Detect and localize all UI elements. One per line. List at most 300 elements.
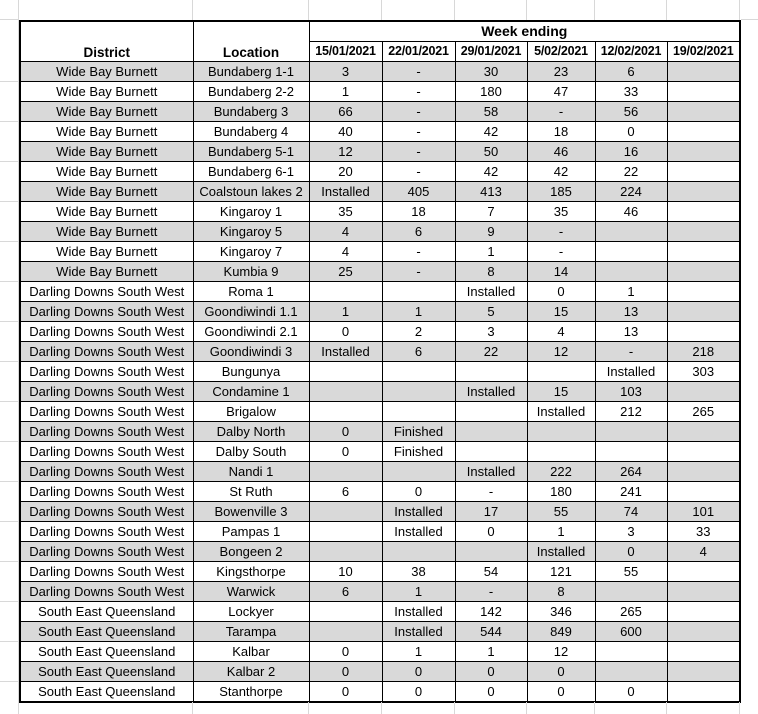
district-cell[interactable]: Darling Downs South West — [20, 422, 193, 442]
value-cell[interactable]: 264 — [595, 462, 667, 482]
value-cell[interactable]: 1 — [382, 302, 455, 322]
value-cell[interactable]: 103 — [595, 382, 667, 402]
value-cell[interactable]: 180 — [527, 482, 595, 502]
value-cell[interactable]: 0 — [382, 662, 455, 682]
value-cell[interactable]: - — [527, 102, 595, 122]
value-cell[interactable]: - — [382, 102, 455, 122]
value-cell[interactable] — [309, 502, 382, 522]
location-cell[interactable]: Dalby South — [193, 442, 309, 462]
location-cell[interactable]: Brigalow — [193, 402, 309, 422]
value-cell[interactable]: 13 — [595, 322, 667, 342]
value-cell[interactable] — [667, 142, 740, 162]
location-cell[interactable]: Pampas 1 — [193, 522, 309, 542]
value-cell[interactable]: 23 — [527, 62, 595, 82]
value-cell[interactable]: 14 — [527, 262, 595, 282]
value-cell[interactable]: 58 — [455, 102, 527, 122]
value-cell[interactable]: 1 — [309, 82, 382, 102]
value-cell[interactable]: 8 — [527, 582, 595, 602]
value-cell[interactable]: 142 — [455, 602, 527, 622]
value-cell[interactable]: 22 — [455, 342, 527, 362]
value-cell[interactable] — [667, 262, 740, 282]
value-cell[interactable] — [455, 402, 527, 422]
value-cell[interactable]: - — [382, 122, 455, 142]
value-cell[interactable]: Installed — [455, 462, 527, 482]
value-cell[interactable] — [667, 622, 740, 642]
district-cell[interactable]: Darling Downs South West — [20, 322, 193, 342]
sheet-gridline — [739, 702, 740, 714]
date-header[interactable]: 12/02/2021 — [595, 42, 667, 62]
value-cell[interactable] — [667, 582, 740, 602]
week-ending-header[interactable]: Week ending — [309, 21, 740, 42]
value-cell[interactable]: - — [595, 342, 667, 362]
value-cell[interactable] — [667, 102, 740, 122]
district-cell[interactable]: Darling Downs South West — [20, 282, 193, 302]
location-cell[interactable]: Goondiwindi 3 — [193, 342, 309, 362]
value-cell[interactable] — [667, 602, 740, 622]
location-cell[interactable]: Kumbia 9 — [193, 262, 309, 282]
location-cell[interactable]: Kingaroy 1 — [193, 202, 309, 222]
value-cell[interactable]: 265 — [595, 602, 667, 622]
value-cell[interactable]: 33 — [595, 82, 667, 102]
date-header[interactable]: 29/01/2021 — [455, 42, 527, 62]
value-cell[interactable]: 0 — [309, 422, 382, 442]
sheet-gridline — [381, 702, 382, 714]
value-cell[interactable]: 42 — [455, 122, 527, 142]
value-cell[interactable]: 38 — [382, 562, 455, 582]
value-cell[interactable] — [382, 462, 455, 482]
table-row — [20, 362, 740, 382]
sheet-gridline — [0, 201, 18, 202]
table-row — [20, 542, 740, 562]
value-cell[interactable]: 46 — [595, 202, 667, 222]
table-row — [20, 682, 740, 703]
value-cell[interactable]: 42 — [527, 162, 595, 182]
value-cell[interactable]: Finished — [382, 442, 455, 462]
location-header[interactable]: Location — [193, 21, 309, 62]
table-row — [20, 262, 740, 282]
value-cell[interactable]: 0 — [595, 122, 667, 142]
sheet-gridline — [0, 401, 18, 402]
location-cell[interactable]: Kingaroy 5 — [193, 222, 309, 242]
value-cell[interactable]: Finished — [382, 422, 455, 442]
value-cell[interactable]: - — [527, 222, 595, 242]
district-cell[interactable]: Wide Bay Burnett — [20, 182, 193, 202]
value-cell[interactable]: 40 — [309, 122, 382, 142]
value-cell[interactable]: 405 — [382, 182, 455, 202]
location-cell[interactable]: Bundaberg 1-1 — [193, 62, 309, 82]
location-cell[interactable]: Stanthorpe — [193, 682, 309, 703]
value-cell[interactable] — [309, 602, 382, 622]
value-cell[interactable]: 30 — [455, 62, 527, 82]
value-cell[interactable] — [309, 282, 382, 302]
value-cell[interactable]: 0 — [455, 522, 527, 542]
value-cell[interactable]: 12 — [309, 142, 382, 162]
district-cell[interactable]: Wide Bay Burnett — [20, 82, 193, 102]
value-cell[interactable]: 35 — [309, 202, 382, 222]
value-cell[interactable]: 47 — [527, 82, 595, 102]
value-cell[interactable]: 6 — [382, 222, 455, 242]
sheet-gridline — [666, 0, 667, 20]
value-cell[interactable] — [667, 642, 740, 662]
table-row — [20, 102, 740, 122]
district-cell[interactable]: Darling Downs South West — [20, 382, 193, 402]
district-cell[interactable]: South East Queensland — [20, 642, 193, 662]
value-cell[interactable] — [595, 242, 667, 262]
value-cell[interactable] — [595, 262, 667, 282]
table-row — [20, 62, 740, 82]
location-cell[interactable]: Warwick — [193, 582, 309, 602]
value-cell[interactable] — [667, 62, 740, 82]
table-row — [20, 562, 740, 582]
location-cell[interactable]: Kalbar — [193, 642, 309, 662]
value-cell[interactable] — [667, 242, 740, 262]
value-cell[interactable] — [595, 442, 667, 462]
district-cell[interactable]: Wide Bay Burnett — [20, 142, 193, 162]
district-cell[interactable]: Wide Bay Burnett — [20, 202, 193, 222]
value-cell[interactable] — [595, 222, 667, 242]
value-cell[interactable]: - — [382, 242, 455, 262]
table-row — [20, 162, 740, 182]
value-cell[interactable] — [667, 162, 740, 182]
value-cell[interactable] — [667, 182, 740, 202]
table-row — [20, 502, 740, 522]
value-cell[interactable] — [455, 362, 527, 382]
value-cell[interactable]: 6 — [309, 482, 382, 502]
table-row — [20, 462, 740, 482]
table-row — [20, 382, 740, 402]
value-cell[interactable]: 1 — [527, 522, 595, 542]
table-row — [20, 622, 740, 642]
value-cell[interactable]: 303 — [667, 362, 740, 382]
value-cell[interactable] — [667, 282, 740, 302]
value-cell[interactable]: 0 — [527, 282, 595, 302]
value-cell[interactable]: 50 — [455, 142, 527, 162]
value-cell[interactable]: 8 — [455, 262, 527, 282]
value-cell[interactable]: 2 — [382, 322, 455, 342]
district-cell[interactable]: Darling Downs South West — [20, 482, 193, 502]
value-cell[interactable] — [455, 542, 527, 562]
value-cell[interactable]: 0 — [455, 682, 527, 703]
district-cell[interactable]: Darling Downs South West — [20, 522, 193, 542]
value-cell[interactable]: 218 — [667, 342, 740, 362]
table-row — [20, 522, 740, 542]
value-cell[interactable]: 0 — [309, 662, 382, 682]
value-cell[interactable] — [309, 522, 382, 542]
location-cell[interactable]: Roma 1 — [193, 282, 309, 302]
district-cell[interactable]: Wide Bay Burnett — [20, 122, 193, 142]
table-row — [20, 642, 740, 662]
value-cell[interactable]: - — [382, 162, 455, 182]
value-cell[interactable] — [667, 222, 740, 242]
value-cell[interactable] — [667, 462, 740, 482]
value-cell[interactable] — [667, 662, 740, 682]
value-cell[interactable]: 241 — [595, 482, 667, 502]
value-cell[interactable]: 3 — [595, 522, 667, 542]
value-cell[interactable]: 1 — [455, 642, 527, 662]
district-cell[interactable]: Darling Downs South West — [20, 542, 193, 562]
value-cell[interactable]: 55 — [527, 502, 595, 522]
value-cell[interactable]: Installed — [382, 622, 455, 642]
location-cell[interactable]: Kingsthorpe — [193, 562, 309, 582]
value-cell[interactable] — [527, 422, 595, 442]
district-cell[interactable]: Wide Bay Burnett — [20, 62, 193, 82]
value-cell[interactable]: 22 — [595, 162, 667, 182]
value-cell[interactable] — [309, 542, 382, 562]
value-cell[interactable]: - — [382, 82, 455, 102]
value-cell[interactable] — [667, 302, 740, 322]
district-header[interactable]: District — [20, 21, 193, 62]
value-cell[interactable]: Installed — [527, 542, 595, 562]
value-cell[interactable] — [667, 322, 740, 342]
value-cell[interactable]: Installed — [527, 402, 595, 422]
value-cell[interactable]: 15 — [527, 382, 595, 402]
district-cell[interactable]: Darling Downs South West — [20, 362, 193, 382]
value-cell[interactable]: Installed — [382, 502, 455, 522]
value-cell[interactable]: - — [382, 142, 455, 162]
value-cell[interactable]: 265 — [667, 402, 740, 422]
date-header[interactable]: 5/02/2021 — [527, 42, 595, 62]
sheet-gridline — [454, 0, 455, 20]
date-header[interactable]: 15/01/2021 — [309, 42, 382, 62]
district-cell[interactable]: South East Queensland — [20, 622, 193, 642]
value-cell[interactable]: 18 — [382, 202, 455, 222]
value-cell[interactable] — [667, 562, 740, 582]
sheet-gridline — [0, 81, 18, 82]
value-cell[interactable]: 3 — [455, 322, 527, 342]
value-cell[interactable]: 1 — [309, 302, 382, 322]
value-cell[interactable]: 6 — [309, 582, 382, 602]
table-row — [20, 322, 740, 342]
value-cell[interactable] — [667, 122, 740, 142]
value-cell[interactable] — [527, 362, 595, 382]
value-cell[interactable] — [309, 622, 382, 642]
location-cell[interactable]: Condamine 1 — [193, 382, 309, 402]
location-cell[interactable]: St Ruth — [193, 482, 309, 502]
location-cell[interactable]: Coalstoun lakes 2 — [193, 182, 309, 202]
district-cell[interactable]: Wide Bay Burnett — [20, 162, 193, 182]
value-cell[interactable]: - — [527, 242, 595, 262]
value-cell[interactable]: 0 — [382, 682, 455, 703]
location-cell[interactable]: Bongeen 2 — [193, 542, 309, 562]
value-cell[interactable] — [667, 422, 740, 442]
value-cell[interactable]: 74 — [595, 502, 667, 522]
value-cell[interactable]: Installed — [382, 522, 455, 542]
value-cell[interactable]: 6 — [595, 62, 667, 82]
location-cell[interactable]: Bungunya — [193, 362, 309, 382]
value-cell[interactable]: 54 — [455, 562, 527, 582]
value-cell[interactable]: 1 — [595, 282, 667, 302]
value-cell[interactable]: - — [382, 62, 455, 82]
location-cell[interactable]: Bundaberg 3 — [193, 102, 309, 122]
value-cell[interactable]: 33 — [667, 522, 740, 542]
value-cell[interactable] — [667, 82, 740, 102]
location-cell[interactable]: Goondiwindi 2.1 — [193, 322, 309, 342]
value-cell[interactable]: 849 — [527, 622, 595, 642]
value-cell[interactable] — [309, 362, 382, 382]
value-cell[interactable]: 35 — [527, 202, 595, 222]
sheet-gridline — [192, 0, 193, 20]
value-cell[interactable] — [382, 542, 455, 562]
table-row — [20, 202, 740, 222]
value-cell[interactable]: 4 — [309, 222, 382, 242]
value-cell[interactable]: 0 — [382, 482, 455, 502]
sheet-gridline — [526, 0, 527, 20]
district-cell[interactable]: Darling Downs South West — [20, 582, 193, 602]
value-cell[interactable]: 42 — [455, 162, 527, 182]
value-cell[interactable] — [667, 682, 740, 703]
value-cell[interactable]: 101 — [667, 502, 740, 522]
value-cell[interactable]: 6 — [382, 342, 455, 362]
value-cell[interactable]: 66 — [309, 102, 382, 122]
value-cell[interactable] — [382, 362, 455, 382]
district-cell[interactable]: Wide Bay Burnett — [20, 262, 193, 282]
value-cell[interactable]: 1 — [455, 242, 527, 262]
value-cell[interactable]: 4 — [527, 322, 595, 342]
value-cell[interactable]: 9 — [455, 222, 527, 242]
value-cell[interactable] — [667, 442, 740, 462]
district-cell[interactable]: Darling Downs South West — [20, 402, 193, 422]
value-cell[interactable]: Installed — [309, 342, 382, 362]
sheet-gridline — [0, 241, 18, 242]
location-cell[interactable]: Tarampa — [193, 622, 309, 642]
value-cell[interactable]: - — [382, 262, 455, 282]
value-cell[interactable]: 0 — [309, 642, 382, 662]
value-cell[interactable] — [309, 382, 382, 402]
district-cell[interactable]: South East Queensland — [20, 682, 193, 703]
district-cell[interactable]: Darling Downs South West — [20, 462, 193, 482]
district-cell[interactable]: Wide Bay Burnett — [20, 242, 193, 262]
value-cell[interactable]: 413 — [455, 182, 527, 202]
table-body — [20, 62, 740, 703]
location-cell[interactable]: Bundaberg 2-2 — [193, 82, 309, 102]
value-cell[interactable] — [595, 642, 667, 662]
value-cell[interactable] — [527, 442, 595, 462]
value-cell[interactable]: Installed — [595, 362, 667, 382]
value-cell[interactable]: 16 — [595, 142, 667, 162]
value-cell[interactable]: 4 — [667, 542, 740, 562]
value-cell[interactable]: 13 — [595, 302, 667, 322]
value-cell[interactable]: 0 — [309, 322, 382, 342]
value-cell[interactable]: 56 — [595, 102, 667, 122]
value-cell[interactable]: Installed — [382, 602, 455, 622]
value-cell[interactable] — [382, 282, 455, 302]
value-cell[interactable]: 15 — [527, 302, 595, 322]
value-cell[interactable]: 0 — [527, 682, 595, 703]
district-cell[interactable]: Darling Downs South West — [20, 302, 193, 322]
value-cell[interactable] — [667, 482, 740, 502]
value-cell[interactable]: 46 — [527, 142, 595, 162]
value-cell[interactable]: 0 — [595, 682, 667, 703]
value-cell[interactable] — [455, 422, 527, 442]
location-cell[interactable]: Kalbar 2 — [193, 662, 309, 682]
location-cell[interactable]: Kingaroy 7 — [193, 242, 309, 262]
value-cell[interactable] — [595, 662, 667, 682]
location-cell[interactable]: Bundaberg 4 — [193, 122, 309, 142]
value-cell[interactable]: 0 — [309, 442, 382, 462]
district-cell[interactable]: South East Queensland — [20, 602, 193, 622]
district-cell[interactable]: Darling Downs South West — [20, 562, 193, 582]
value-cell[interactable]: 0 — [455, 662, 527, 682]
value-cell[interactable] — [455, 442, 527, 462]
value-cell[interactable]: Installed — [455, 282, 527, 302]
value-cell[interactable] — [667, 202, 740, 222]
table-row — [20, 342, 740, 362]
location-cell[interactable]: Bowenville 3 — [193, 502, 309, 522]
value-cell[interactable]: 544 — [455, 622, 527, 642]
value-cell[interactable]: Installed — [455, 382, 527, 402]
value-cell[interactable]: 25 — [309, 262, 382, 282]
table-row — [20, 122, 740, 142]
value-cell[interactable]: 5 — [455, 302, 527, 322]
value-cell[interactable] — [667, 382, 740, 402]
location-cell[interactable]: Bundaberg 6-1 — [193, 162, 309, 182]
value-cell[interactable] — [382, 402, 455, 422]
district-cell[interactable]: Wide Bay Burnett — [20, 102, 193, 122]
value-cell[interactable] — [595, 422, 667, 442]
value-cell[interactable]: 12 — [527, 342, 595, 362]
value-cell[interactable]: - — [455, 582, 527, 602]
sheet-gridline — [0, 521, 18, 522]
value-cell[interactable]: 212 — [595, 402, 667, 422]
value-cell[interactable]: 0 — [309, 682, 382, 703]
value-cell[interactable] — [309, 402, 382, 422]
district-cell[interactable]: Darling Downs South West — [20, 502, 193, 522]
value-cell[interactable]: 600 — [595, 622, 667, 642]
date-header[interactable]: 19/02/2021 — [667, 42, 740, 62]
value-cell[interactable]: 0 — [595, 542, 667, 562]
value-cell[interactable]: 10 — [309, 562, 382, 582]
location-cell[interactable]: Bundaberg 5-1 — [193, 142, 309, 162]
location-cell[interactable]: Nandi 1 — [193, 462, 309, 482]
date-header[interactable]: 22/01/2021 — [382, 42, 455, 62]
district-cell[interactable]: Darling Downs South West — [20, 442, 193, 462]
sheet-gridline — [0, 481, 18, 482]
value-cell[interactable] — [309, 462, 382, 482]
value-cell[interactable]: 12 — [527, 642, 595, 662]
value-cell[interactable]: 180 — [455, 82, 527, 102]
location-cell[interactable]: Dalby North — [193, 422, 309, 442]
sheet-gridline — [594, 702, 595, 714]
table-row — [20, 302, 740, 322]
value-cell[interactable]: 55 — [595, 562, 667, 582]
location-cell[interactable]: Lockyer — [193, 602, 309, 622]
value-cell[interactable]: 121 — [527, 562, 595, 582]
district-cell[interactable]: Wide Bay Burnett — [20, 222, 193, 242]
district-cell[interactable]: South East Queensland — [20, 662, 193, 682]
value-cell[interactable]: 0 — [527, 662, 595, 682]
value-cell[interactable]: 18 — [527, 122, 595, 142]
value-cell[interactable] — [595, 582, 667, 602]
value-cell[interactable]: 346 — [527, 602, 595, 622]
value-cell[interactable]: 3 — [309, 62, 382, 82]
value-cell[interactable]: 20 — [309, 162, 382, 182]
value-cell[interactable]: 185 — [527, 182, 595, 202]
value-cell[interactable]: 222 — [527, 462, 595, 482]
value-cell[interactable] — [382, 382, 455, 402]
location-cell[interactable]: Goondiwindi 1.1 — [193, 302, 309, 322]
value-cell[interactable]: 17 — [455, 502, 527, 522]
district-cell[interactable]: Darling Downs South West — [20, 342, 193, 362]
value-cell[interactable]: 224 — [595, 182, 667, 202]
sheet-gridline — [0, 641, 18, 642]
value-cell[interactable]: 1 — [382, 582, 455, 602]
value-cell[interactable]: 7 — [455, 202, 527, 222]
sheet-gridline — [0, 601, 18, 602]
value-cell[interactable]: 1 — [382, 642, 455, 662]
value-cell[interactable]: Installed — [309, 182, 382, 202]
value-cell[interactable]: - — [455, 482, 527, 502]
value-cell[interactable]: 4 — [309, 242, 382, 262]
